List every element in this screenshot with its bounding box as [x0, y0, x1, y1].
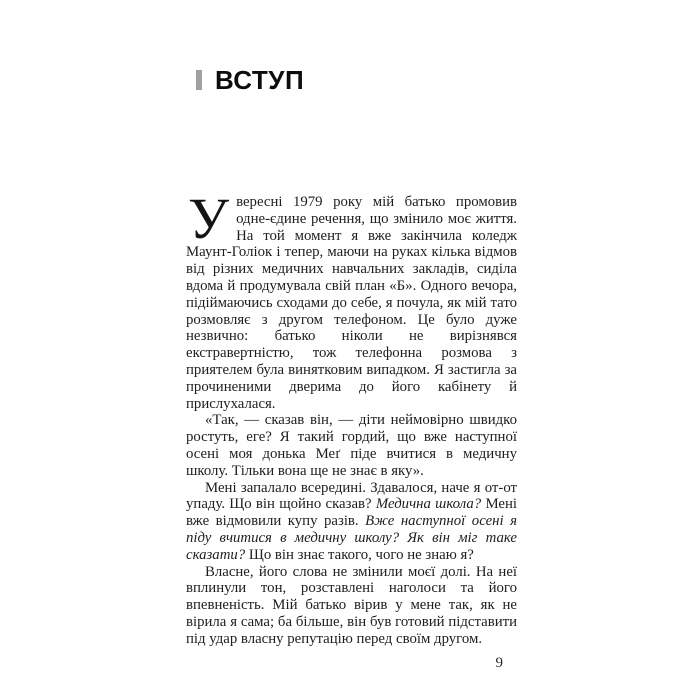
paragraph-3 — [186, 480, 517, 564]
paragraph-3-text-3: Що він знає такого, чого не знаю я? — [245, 546, 474, 563]
chapter-title: ВСТУП — [215, 65, 305, 95]
paragraph-1 — [186, 186, 517, 412]
paragraph-3-text-2: Мені вже відмовили купу разів. — [186, 496, 517, 530]
page-number: 9 — [495, 655, 503, 671]
paragraph-1-text: вересні 1979 року мій батько промовив одне-єдине речення, що змінило моє життя. На той момент я вже закінчила коледж Маунт-Голіок і тепер, маючи на руках кілька відмов від різних медичних навчальних закладів, сиділа вдома й продумувала свій план «Б». Одного вечора, підіймаючись сходами до себе, я почула, як мій тато розмовляє з другом телефоном. Це було дуже незвично: батько ніколи не вирізнявся екстравертністю, тож телефонна розмова з приятелем була винятковим випадком. Я застигла за прочиненими дверима до його кабінету й прислухалася. — [186, 194, 517, 412]
body-text — [186, 186, 517, 648]
heading-accent-bar-icon — [196, 70, 202, 90]
chapter-heading — [196, 67, 304, 93]
paragraph-3-italic-2: Вже наступної осені я піду вчитися в медичну школу? Як він міг таке сказати? — [186, 513, 517, 563]
paragraph-2: «Так, — сказав він, — діти неймовірно швидко ростуть, еге? Я такий гордий, що вже наступної осені моя донька Меґ піде вчитися в медичну школу. Тільки вона ще не знає в яку». — [186, 412, 517, 479]
drop-cap: У — [188, 186, 230, 251]
paragraph-3-text-1: Мені запалало всередині. Здавалося, наче я от-от упаду. Що він щойно сказав? — [186, 479, 517, 513]
paragraph-4: Власне, його слова не змінили моєї долі. На неї вплинули тон, розставлені наголоси та його впевненість. Мій батько вірив у мене так, як не вірила я сама; ба більше, він був готовий підставити під удар власну репутацію перед своїм другом. — [186, 563, 517, 647]
paragraph-3-italic-1: Медична школа? — [375, 496, 482, 513]
